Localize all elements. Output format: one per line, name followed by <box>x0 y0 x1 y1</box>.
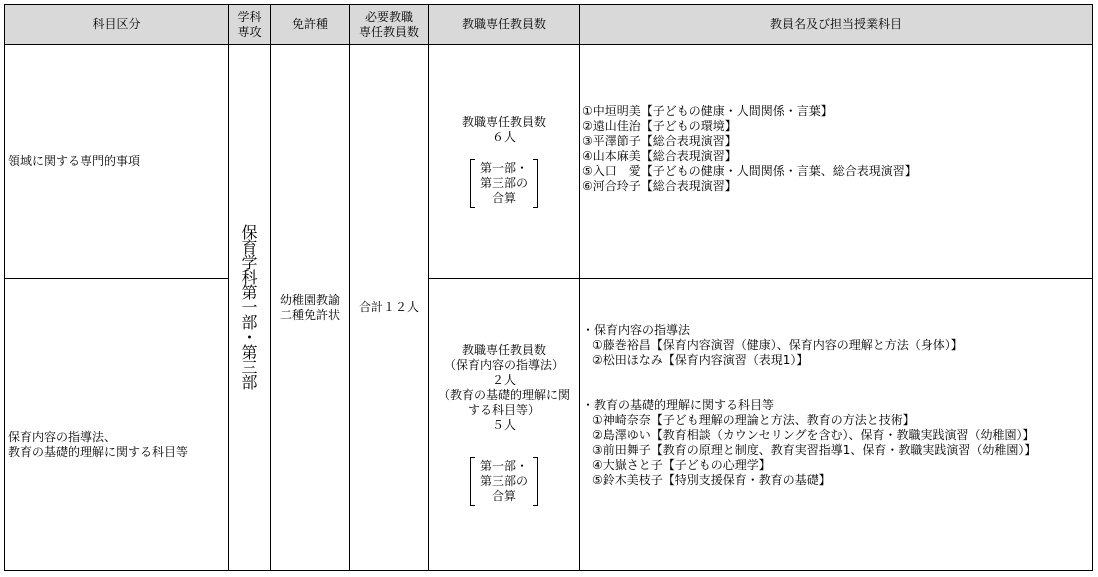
fulltime-count-cell <box>429 279 580 571</box>
teacher-entry: ④山本麻美【総合表現演習】 <box>582 149 737 163</box>
bracket-line: 合算 <box>491 489 516 503</box>
bracket-line: 第三部の <box>479 176 528 190</box>
group-title: ・教育の基礎的理解に関する科目等 <box>582 398 775 412</box>
department-char: 学 <box>241 253 258 272</box>
count-value: ２人 <box>491 373 516 387</box>
license-line2: 二種免許状 <box>279 307 340 322</box>
count-label: 教職専任教員数 <box>461 343 546 357</box>
header-department <box>229 5 271 45</box>
header-category: 科目区分 <box>5 5 229 45</box>
teacher-entry: ④大嶽さと子【子どもの心理学】 <box>592 458 771 472</box>
department-char: 部 <box>241 313 258 332</box>
bracket-right <box>533 457 538 506</box>
header-required <box>350 5 429 45</box>
fulltime-count-cell <box>429 45 580 279</box>
header-fulltime-count: 教職専任教員数 <box>429 5 580 45</box>
teacher-list-cell <box>580 45 1093 279</box>
header-teacher-names: 教員名及び担当授業科目 <box>580 5 1093 45</box>
teacher-entry: ③前田舞子【教育の原理と制度、教育実習指導1、保育・教職実践演習（幼稚園）】 <box>592 443 1037 457</box>
header-required-line2: 専任教員数 <box>358 24 419 39</box>
bracket-note <box>470 159 538 208</box>
department-char: 保 <box>241 223 258 242</box>
category-line2: 教育の基礎的理解に関する科目等 <box>8 444 189 459</box>
teacher-entry: ②遠山佳治【子どもの環境】 <box>582 119 737 133</box>
bracket-line: 第三部の <box>479 474 528 488</box>
bracket-line: 第一部・ <box>479 161 528 175</box>
teacher-entry: ⑤入口 愛【子どもの健康・人間関係・言葉、総合表現演習】 <box>582 164 917 178</box>
header-required-line1: 必要教職 <box>364 9 413 24</box>
count-label: 教職専任教員数 <box>461 115 546 129</box>
teacher-assignment-table <box>4 4 1093 571</box>
bracket-note <box>470 457 538 506</box>
category-line1: 保育内容の指導法、 <box>8 429 117 444</box>
count-subject: する科目等） <box>467 403 540 417</box>
teacher-list-cell <box>580 279 1093 571</box>
count-value: ６人 <box>491 130 516 144</box>
count-subject: （教育の基礎的理解に関 <box>437 388 570 402</box>
teacher-entry: ②松田ほなみ【保育内容演習（表現1）】 <box>592 353 809 367</box>
category-cell: 領域に関する専門的事項 <box>5 45 229 279</box>
required-total-cell: 合計１２人 <box>350 45 429 571</box>
department-char: 育 <box>241 238 258 257</box>
department-cell <box>229 45 271 571</box>
department-char: ・ <box>241 328 258 347</box>
header-license: 免許種 <box>271 5 350 45</box>
header-department-line2: 専攻 <box>237 24 262 39</box>
table-row <box>5 45 1093 279</box>
teacher-entry: ⑤鈴木美枝子【特別支援保育・教育の基礎】 <box>592 473 831 487</box>
bracket-right <box>533 159 538 208</box>
category-cell <box>5 279 229 571</box>
license-cell <box>271 45 350 571</box>
teacher-entry: ①中垣明美【子どもの健康・人間関係・言葉】 <box>582 104 833 118</box>
bracket-line: 第一部・ <box>479 459 528 473</box>
teacher-entry: ①神崎奈奈【子ども理解の理論と方法、教育の方法と技術】 <box>592 413 915 427</box>
teacher-entry: ③平澤節子【総合表現演習】 <box>582 134 737 148</box>
bracket-left <box>470 159 475 208</box>
teacher-entry: ②島澤ゆい【教育相談（カウンセリングを含む）、保育・教職実践演習（幼稚園）】 <box>592 428 1035 442</box>
department-char: 第 <box>241 283 258 302</box>
header-department-line1: 学科 <box>237 9 262 24</box>
license-line1: 幼稚園教諭 <box>279 292 340 307</box>
teacher-entry: ⑥河合玲子【総合表現演習】 <box>582 179 737 193</box>
department-char: 科 <box>241 268 258 287</box>
department-char: 第 <box>241 343 258 362</box>
count-value: ５人 <box>491 418 516 432</box>
group-title: ・保育内容の指導法 <box>582 323 691 337</box>
count-subject: （保育内容の指導法） <box>443 358 564 372</box>
department-char: 三 <box>241 358 258 377</box>
spacer <box>582 368 1092 398</box>
teacher-entry: ①藤巻裕昌【保育内容演習（健康）、保育内容の理解と方法（身体）】 <box>592 338 963 352</box>
header-row <box>5 5 1093 45</box>
department-char: 一 <box>241 298 258 317</box>
bracket-left <box>470 457 475 506</box>
table-row <box>5 279 1093 571</box>
bracket-line: 合算 <box>491 191 516 205</box>
department-char: 部 <box>241 373 258 392</box>
